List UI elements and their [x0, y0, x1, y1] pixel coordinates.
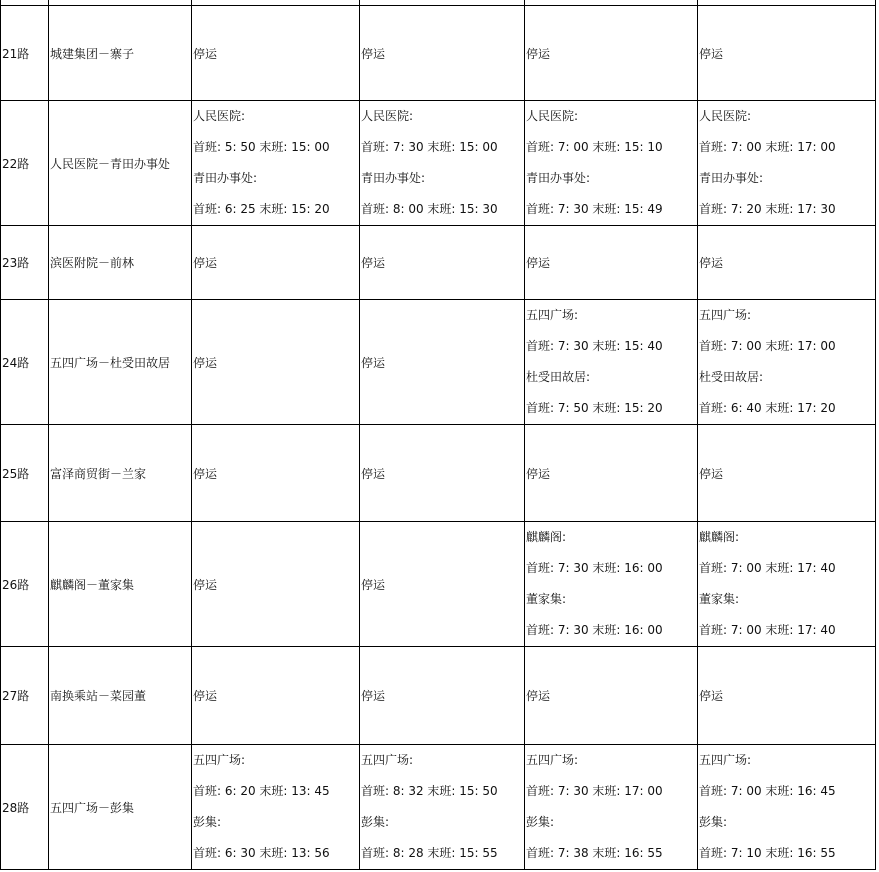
schedule-cell — [525, 425, 698, 522]
table-row — [1, 6, 876, 101]
schedule-line: 青田办事处: — [526, 171, 591, 185]
schedule-line: 首班: 7: 00 末班: 17: 00 — [699, 140, 836, 154]
schedule-line: 彭集: — [526, 815, 555, 829]
suspended-status: 停运 — [526, 466, 551, 481]
suspended-status: 停运 — [361, 256, 386, 270]
schedule-cell — [698, 101, 876, 226]
schedule-line: 五四广场: — [699, 308, 752, 322]
schedule-line: 首班: 6: 20 末班: 13: 45 — [193, 784, 330, 798]
schedule-cell — [192, 745, 360, 870]
route-name: 麒麟阁－董家集 — [49, 522, 192, 647]
suspended-status: 停运 — [526, 689, 551, 703]
route-name: 富泽商贸街－兰家 — [49, 425, 192, 522]
route-number: 24路 — [1, 300, 49, 425]
schedule-cell — [360, 6, 525, 101]
schedule-cell — [192, 522, 360, 647]
schedule-line: 首班: 7: 30 末班: 16: 00 — [526, 561, 663, 575]
schedule-line: 五四广场: — [526, 308, 579, 322]
route-number: 27路 — [1, 647, 49, 745]
suspended-status: 停运 — [699, 466, 724, 481]
suspended-status: 停运 — [361, 577, 386, 592]
schedule-line: 彭集: — [699, 815, 728, 829]
schedule-cell — [698, 300, 876, 425]
schedule-line: 首班: 7: 30 末班: 16: 00 — [526, 623, 663, 637]
schedule-line: 麒麟阁: — [526, 530, 567, 544]
table-row — [1, 745, 876, 870]
schedule-line: 首班: 7: 30 末班: 15: 40 — [526, 339, 663, 353]
schedule-cell — [698, 226, 876, 300]
schedule-cell — [192, 101, 360, 226]
suspended-status: 停运 — [193, 355, 218, 370]
suspended-status: 停运 — [526, 46, 551, 61]
route-number: 26路 — [1, 522, 49, 647]
schedule-line: 首班: 8: 32 末班: 15: 50 — [361, 784, 498, 798]
route-name: 城建集团－寨子 — [49, 6, 192, 101]
schedule-line: 首班: 6: 25 末班: 15: 20 — [193, 202, 330, 216]
schedule-line: 青田办事处: — [699, 171, 764, 185]
schedule-line: 董家集: — [699, 592, 740, 606]
suspended-status: 停运 — [361, 689, 386, 703]
schedule-cell — [698, 522, 876, 647]
schedule-cell — [698, 745, 876, 870]
schedule-line: 彭集: — [361, 815, 390, 829]
route-name: 滨医附院－前林 — [49, 226, 192, 300]
schedule-line: 首班: 7: 20 末班: 17: 30 — [699, 202, 836, 216]
schedule-cell — [525, 226, 698, 300]
schedule-line: 首班: 8: 00 末班: 15: 30 — [361, 202, 498, 216]
schedule-cell — [698, 6, 876, 101]
schedule-cell — [525, 6, 698, 101]
schedule-line: 首班: 7: 00 末班: 17: 00 — [699, 339, 836, 353]
schedule-cell — [192, 226, 360, 300]
schedule-line: 首班: 5: 50 末班: 15: 00 — [193, 140, 330, 154]
route-number: 28路 — [1, 745, 49, 870]
table-row — [1, 226, 876, 300]
schedule-line: 五四广场: — [526, 753, 579, 767]
schedule-line: 青田办事处: — [193, 171, 258, 185]
route-number: 25路 — [1, 425, 49, 522]
schedule-cell — [360, 226, 525, 300]
schedule-cell — [360, 101, 525, 226]
schedule-cell — [525, 647, 698, 745]
suspended-status: 停运 — [193, 466, 218, 481]
suspended-status: 停运 — [193, 46, 218, 61]
schedule-line: 董家集: — [526, 592, 567, 606]
schedule-line: 首班: 6: 40 末班: 17: 20 — [699, 401, 836, 415]
schedule-cell — [525, 745, 698, 870]
schedule-line: 麒麟阁: — [699, 530, 740, 544]
schedule-line: 首班: 7: 00 末班: 17: 40 — [699, 561, 836, 575]
table-row — [1, 522, 876, 647]
table-row — [1, 425, 876, 522]
schedule-cell — [360, 522, 525, 647]
schedule-line: 彭集: — [193, 815, 222, 829]
schedule-line: 首班: 7: 50 末班: 15: 20 — [526, 401, 663, 415]
schedule-line: 首班: 6: 30 末班: 13: 56 — [193, 846, 330, 860]
schedule-line: 首班: 7: 00 末班: 17: 40 — [699, 623, 836, 637]
schedule-cell — [192, 425, 360, 522]
schedule-line: 五四广场: — [699, 753, 752, 767]
schedule-cell — [525, 101, 698, 226]
suspended-status: 停运 — [699, 46, 724, 61]
suspended-status: 停运 — [526, 256, 551, 270]
route-number: 23路 — [1, 226, 49, 300]
schedule-line: 首班: 7: 00 末班: 15: 10 — [526, 140, 663, 154]
route-number: 22路 — [1, 101, 49, 226]
schedule-cell — [192, 300, 360, 425]
schedule-cell — [698, 647, 876, 745]
schedule-line: 杜受田故居: — [699, 370, 764, 384]
schedule-line: 首班: 7: 30 末班: 15: 00 — [361, 140, 498, 154]
schedule-cell — [360, 300, 525, 425]
schedule-cell — [525, 522, 698, 647]
schedule-cell — [698, 425, 876, 522]
route-name: 五四广场－杜受田故居 — [49, 300, 192, 425]
schedule-line: 首班: 7: 10 末班: 16: 55 — [699, 846, 836, 860]
schedule-line: 首班: 7: 30 末班: 17: 00 — [526, 784, 663, 798]
schedule-cell — [360, 425, 525, 522]
schedule-line: 首班: 8: 28 末班: 15: 55 — [361, 846, 498, 860]
suspended-status: 停运 — [361, 466, 386, 481]
schedule-cell — [360, 647, 525, 745]
suspended-status: 停运 — [699, 689, 724, 703]
suspended-status: 停运 — [361, 46, 386, 61]
schedule-line: 人民医院: — [699, 109, 752, 123]
schedule-line: 人民医院: — [361, 109, 414, 123]
schedule-cell — [525, 300, 698, 425]
table-row — [1, 300, 876, 425]
schedule-cell — [192, 6, 360, 101]
schedule-line: 人民医院: — [526, 109, 579, 123]
schedule-line: 五四广场: — [361, 753, 414, 767]
route-name: 南换乘站－菜园董 — [49, 647, 192, 745]
route-name: 人民医院－青田办事处 — [49, 101, 192, 226]
route-number: 21路 — [1, 6, 49, 101]
table-row — [1, 647, 876, 745]
suspended-status: 停运 — [361, 355, 386, 370]
schedule-line: 青田办事处: — [361, 171, 426, 185]
schedule-line: 杜受田故居: — [526, 370, 591, 384]
table-row — [1, 101, 876, 226]
route-name: 五四广场－彭集 — [49, 745, 192, 870]
schedule-line: 首班: 7: 38 末班: 16: 55 — [526, 846, 663, 860]
suspended-status: 停运 — [193, 256, 218, 270]
schedule-cell — [360, 745, 525, 870]
schedule-line: 首班: 7: 30 末班: 15: 49 — [526, 202, 663, 216]
suspended-status: 停运 — [193, 577, 218, 592]
suspended-status: 停运 — [699, 256, 724, 270]
schedule-cell — [192, 647, 360, 745]
schedule-body — [1, 0, 876, 870]
schedule-line: 人民医院: — [193, 109, 246, 123]
suspended-status: 停运 — [193, 689, 218, 703]
schedule-line: 五四广场: — [193, 753, 246, 767]
schedule-line: 首班: 7: 00 末班: 16: 45 — [699, 784, 836, 798]
